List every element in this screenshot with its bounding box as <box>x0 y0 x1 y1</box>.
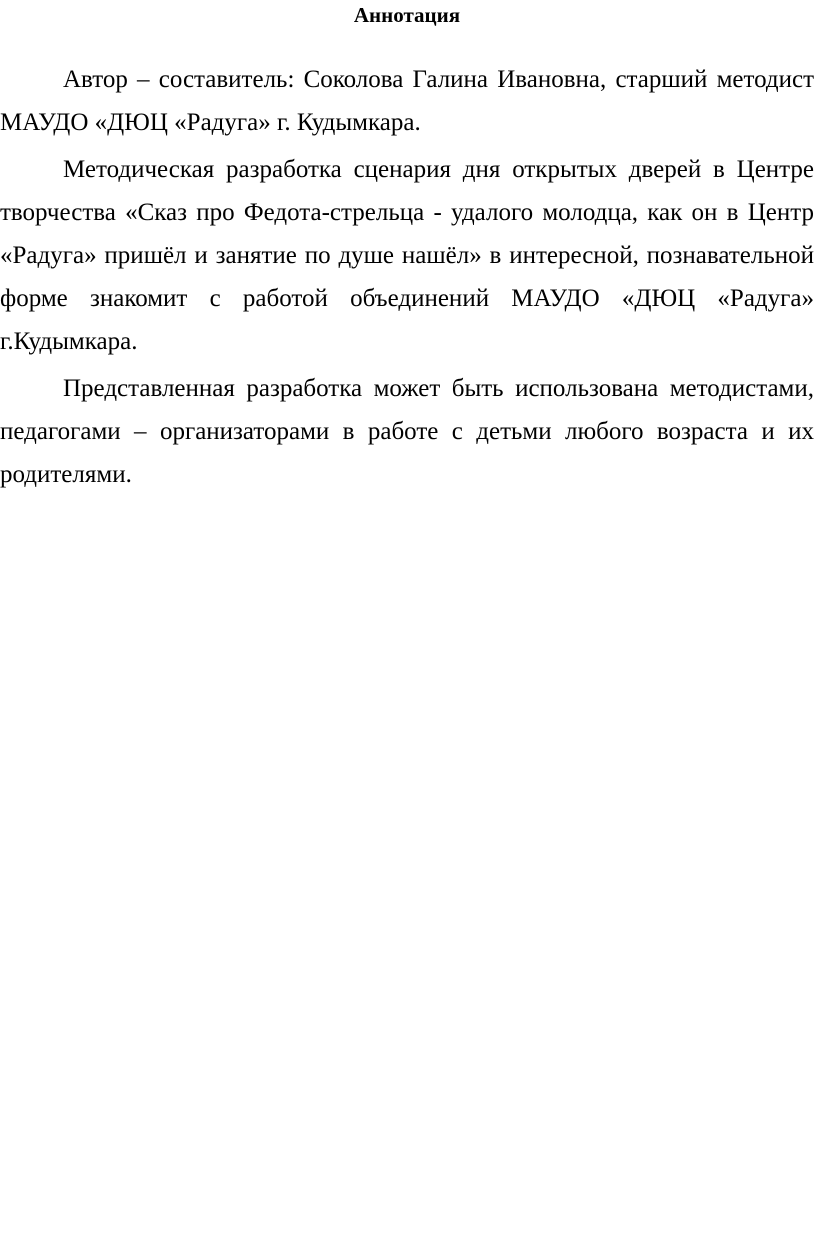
paragraph-usage: Представленная разработка может быть использована методистами, педагогами – организаторами в работе с детьми любого возраста и их родителями. <box>0 375 814 488</box>
paragraph-description: Методическая разработка сценария дня открытых дверей в Центре творчества «Сказ про Федота-стрельца - удалого молодца, как он в Центр «Радуга» пришёл и занятие по душе нашёл» в интересной, познавательной форме знакомит с работой объединений МАУДО «ДЮЦ «Радуга» г.Кудымкара. <box>0 156 814 355</box>
paragraph-author: Автор – составитель: Соколова Галина Ивановна, старший методист МАУДО «ДЮЦ «Радуга» г. Кудымкара. <box>0 66 814 136</box>
document-title: Аннотация <box>353 3 461 27</box>
